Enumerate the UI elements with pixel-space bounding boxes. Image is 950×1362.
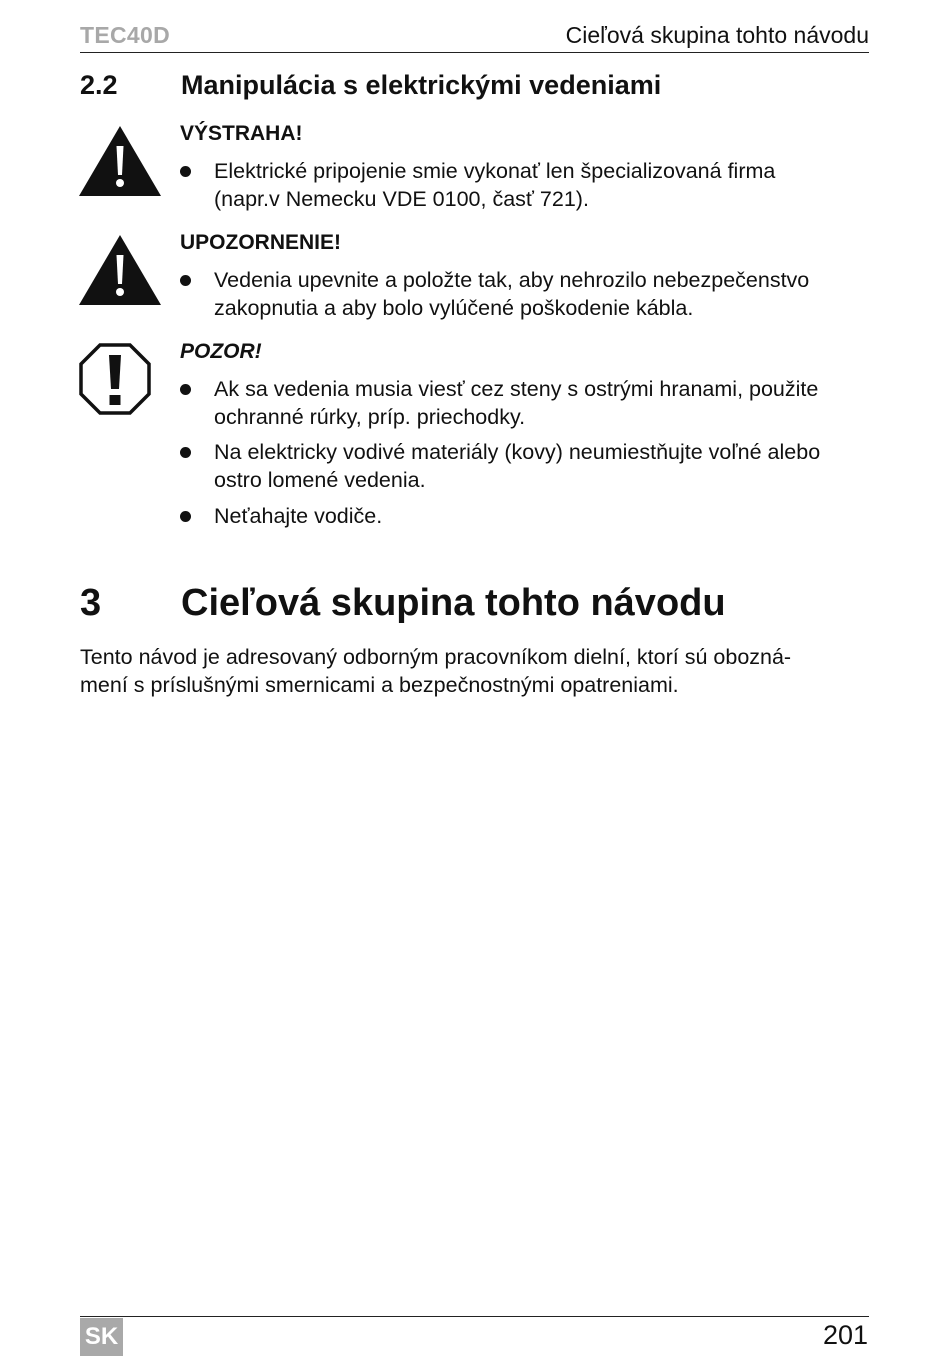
- list-item: Neťahajte vodiče.: [180, 502, 870, 530]
- bullet-dot: [180, 275, 191, 286]
- running-chapter-title: Cieľová skupina tohto návodu: [565, 22, 869, 48]
- product-name: TEC40D: [80, 22, 170, 48]
- bullet-dot: [180, 166, 191, 177]
- list-item: Na elektricky vodivé materiály (kovy) neumiestňujte voľné alebo ostro lomené vedenia.: [180, 438, 870, 494]
- body-paragraph: Tento návod je adresovaný odborným pracovníkom dielní, ktorí sú obozná- mení s príslušnými smernicami a bezpečnostnými opatreniami.: [80, 645, 792, 697]
- chapter-title: Cieľová skupina tohto návodu: [181, 582, 726, 624]
- warning-triangle-icon: [79, 235, 161, 306]
- list-item: Vedenia upevnite a položte tak, aby nehrozilo nebezpečenstvo zakopnutia a aby bolo vylúčené poškodenie kábla.: [180, 266, 870, 322]
- warning-label: VÝSTRAHA!: [180, 122, 303, 145]
- bullet-dot: [180, 511, 191, 522]
- section-number: 2.2: [80, 70, 118, 100]
- warning-triangle-icon: [79, 126, 161, 197]
- footer-divider: [80, 1316, 869, 1317]
- page-header: [80, 20, 869, 53]
- caution-label: UPOZORNENIE!: [180, 231, 342, 254]
- bullet-dot: [180, 447, 191, 458]
- page-number: 201: [822, 1320, 868, 1350]
- list-item: Elektrické pripojenie smie vykonať len špecializovaná firma (napr.v Nemecku VDE 0100, časť 721).: [180, 157, 870, 213]
- notice-label: POZOR!: [180, 340, 262, 363]
- language-badge: SK: [80, 1318, 123, 1356]
- octagon-exclamation-icon: [79, 343, 151, 415]
- bullet-dot: [180, 384, 191, 395]
- chapter-number: 3: [80, 582, 102, 624]
- section-title: Manipulácia s elektrickými vedeniami: [181, 70, 662, 100]
- list-item: Ak sa vedenia musia viesť cez steny s ostrými hranami, použite ochranné rúrky, príp. priechodky.: [180, 375, 870, 431]
